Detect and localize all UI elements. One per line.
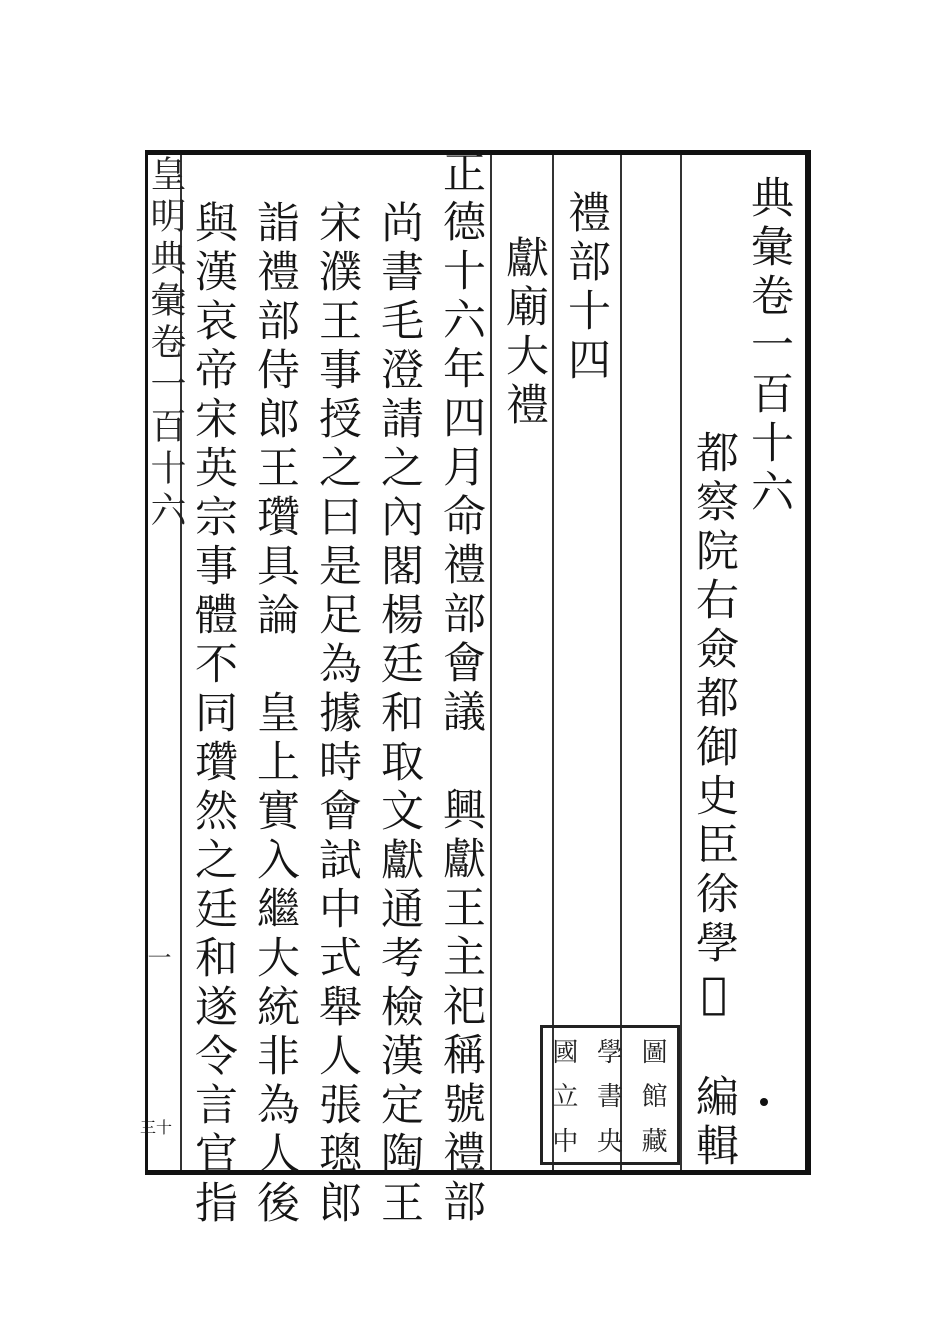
seal-char: 國 bbox=[552, 1037, 579, 1068]
column-divider bbox=[620, 155, 622, 1170]
section-name: 禮部十四 bbox=[561, 190, 611, 386]
seal-char: 館 bbox=[641, 1082, 668, 1113]
seal-char: 書 bbox=[596, 1082, 623, 1113]
section-topic: 獻廟大禮 bbox=[499, 235, 549, 431]
body-line: 詣禮部侍郎王瓚具論 皇上實入繼大統非為人後 bbox=[250, 200, 300, 1229]
column-divider bbox=[552, 155, 554, 1170]
page-mark: 一 bbox=[143, 945, 171, 975]
ink-dot bbox=[760, 1098, 768, 1106]
seal-char: 央 bbox=[596, 1127, 623, 1158]
body-line: 正德十六年四月命禮部會議 興獻王主祀稱號禮部 bbox=[436, 150, 486, 1228]
folio-number: 三十 bbox=[140, 1118, 173, 1137]
compiler-line: 都察院右僉都御史臣徐學𥅿 編輯 bbox=[689, 430, 739, 1172]
seal-char: 圖 bbox=[641, 1037, 668, 1068]
body-line: 宋濮王事授之曰是足為據時會試中式舉人張璁郎 bbox=[312, 200, 362, 1229]
right-border-rule bbox=[805, 150, 811, 1175]
seal-char: 藏 bbox=[641, 1127, 668, 1158]
fore-edge-title: 皇明典彙卷一百十六 bbox=[145, 155, 186, 533]
column-divider bbox=[680, 155, 682, 1170]
seal-char: 學 bbox=[596, 1037, 623, 1068]
volume-title: 典彙卷一百十六 bbox=[744, 175, 794, 518]
body-line: 尚書毛澄請之內閣楊廷和取文獻通考檢漢定陶王 bbox=[374, 200, 424, 1229]
seal-char: 立 bbox=[552, 1082, 579, 1113]
column-divider bbox=[490, 155, 492, 1170]
body-line: 與漢哀帝宋英宗事體不同瓚然之廷和遂令言官指 bbox=[188, 200, 238, 1229]
seal-char: 中 bbox=[552, 1127, 579, 1158]
library-seal bbox=[540, 1025, 680, 1165]
